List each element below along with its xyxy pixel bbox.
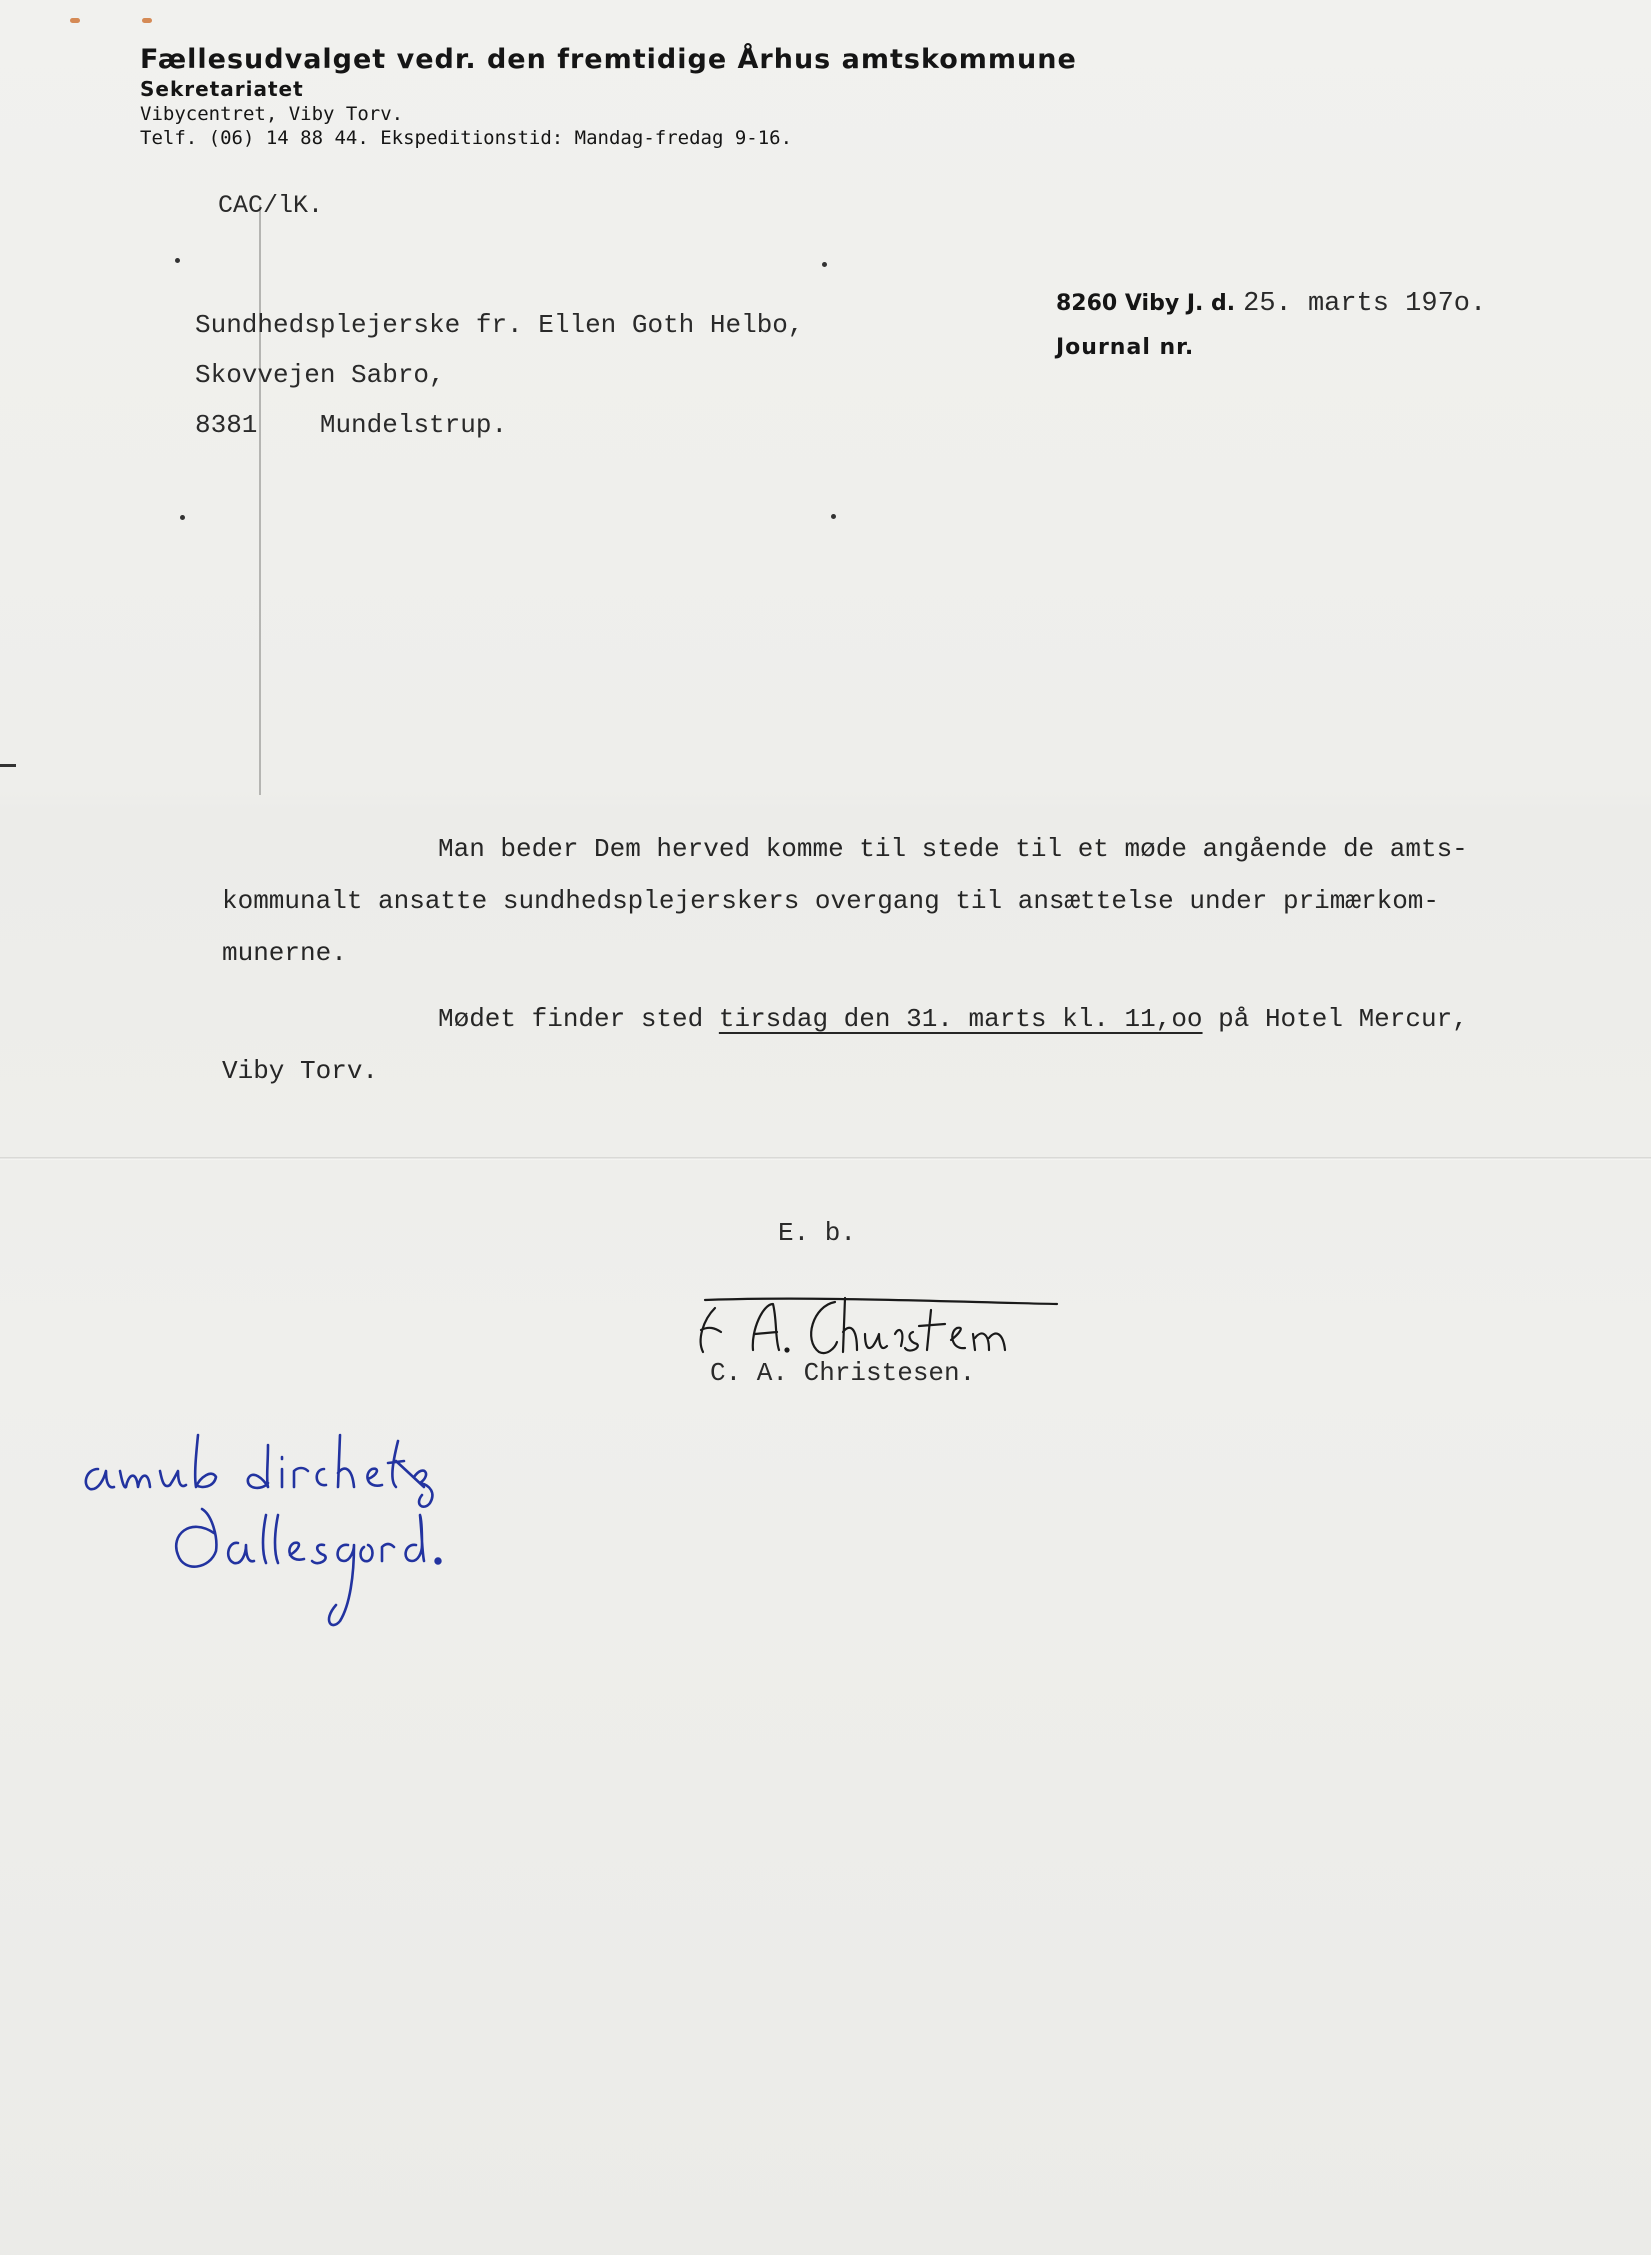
dateline bbox=[1056, 289, 1486, 360]
letterhead-phone-hours: Telf. (06) 14 88 44. Ekspeditionstid: Mandag-fredag 9-16. bbox=[140, 127, 793, 149]
meeting-place: på Hotel Mercur, bbox=[1202, 1004, 1468, 1034]
letterhead bbox=[140, 44, 1077, 149]
reference-code: CAC/lK. bbox=[218, 191, 324, 220]
recipient-street: Skovvejen Sabro, bbox=[195, 360, 445, 390]
letterhead-organization: Fællesudvalget vedr. den fremtidige Århus amtskommune bbox=[140, 44, 1077, 75]
body-line: kommunalt ansatte sundhedsplejerskers overgang til ansættelse under primærkom- bbox=[222, 886, 1439, 916]
journal-number-label: Journal nr. bbox=[1056, 335, 1195, 360]
rust-stain bbox=[70, 18, 80, 23]
signature bbox=[695, 1290, 1065, 1365]
recipient-address bbox=[195, 300, 804, 450]
meeting-line bbox=[222, 993, 1562, 1045]
recipient-postal-code: 8381 bbox=[195, 410, 258, 440]
letterhead-department: Sekretariatet bbox=[140, 77, 304, 101]
letterhead-address: Vibycentret, Viby Torv. bbox=[140, 103, 404, 125]
signer-name: C. A. Christesen. bbox=[710, 1358, 976, 1388]
punch-mark bbox=[175, 258, 180, 263]
paper-fold bbox=[0, 1157, 1651, 1160]
punch-mark bbox=[822, 262, 827, 267]
meeting-time: tirsdag den 31. marts kl. 11,oo bbox=[718, 1004, 1203, 1034]
punch-mark bbox=[180, 515, 185, 520]
letter-body bbox=[222, 823, 1562, 1097]
date-line bbox=[1056, 289, 1486, 319]
recipient-name: Sundhedsplejerske fr. Ellen Goth Helbo, bbox=[195, 310, 804, 340]
recipient-postal-line bbox=[195, 400, 804, 450]
body-line: munerne. bbox=[222, 938, 347, 968]
recipient-city: Mundelstrup. bbox=[319, 410, 508, 440]
edge-mark bbox=[0, 764, 16, 767]
letter-date: 25. marts 197o. bbox=[1243, 289, 1487, 319]
closing-eb: E. b. bbox=[778, 1218, 857, 1248]
meeting-location-line: Viby Torv. bbox=[222, 1056, 379, 1086]
rust-stain bbox=[142, 18, 152, 23]
body-line: Man beder Dem herved komme til stede til et møde angående de amts- bbox=[438, 834, 1468, 864]
handwritten-note bbox=[78, 1425, 528, 1645]
margin-line bbox=[259, 205, 261, 795]
dateline-place: 8260 Viby J. d. bbox=[1056, 291, 1236, 316]
punch-mark bbox=[831, 514, 836, 519]
meeting-prefix: Mødet finder sted bbox=[438, 1004, 719, 1034]
